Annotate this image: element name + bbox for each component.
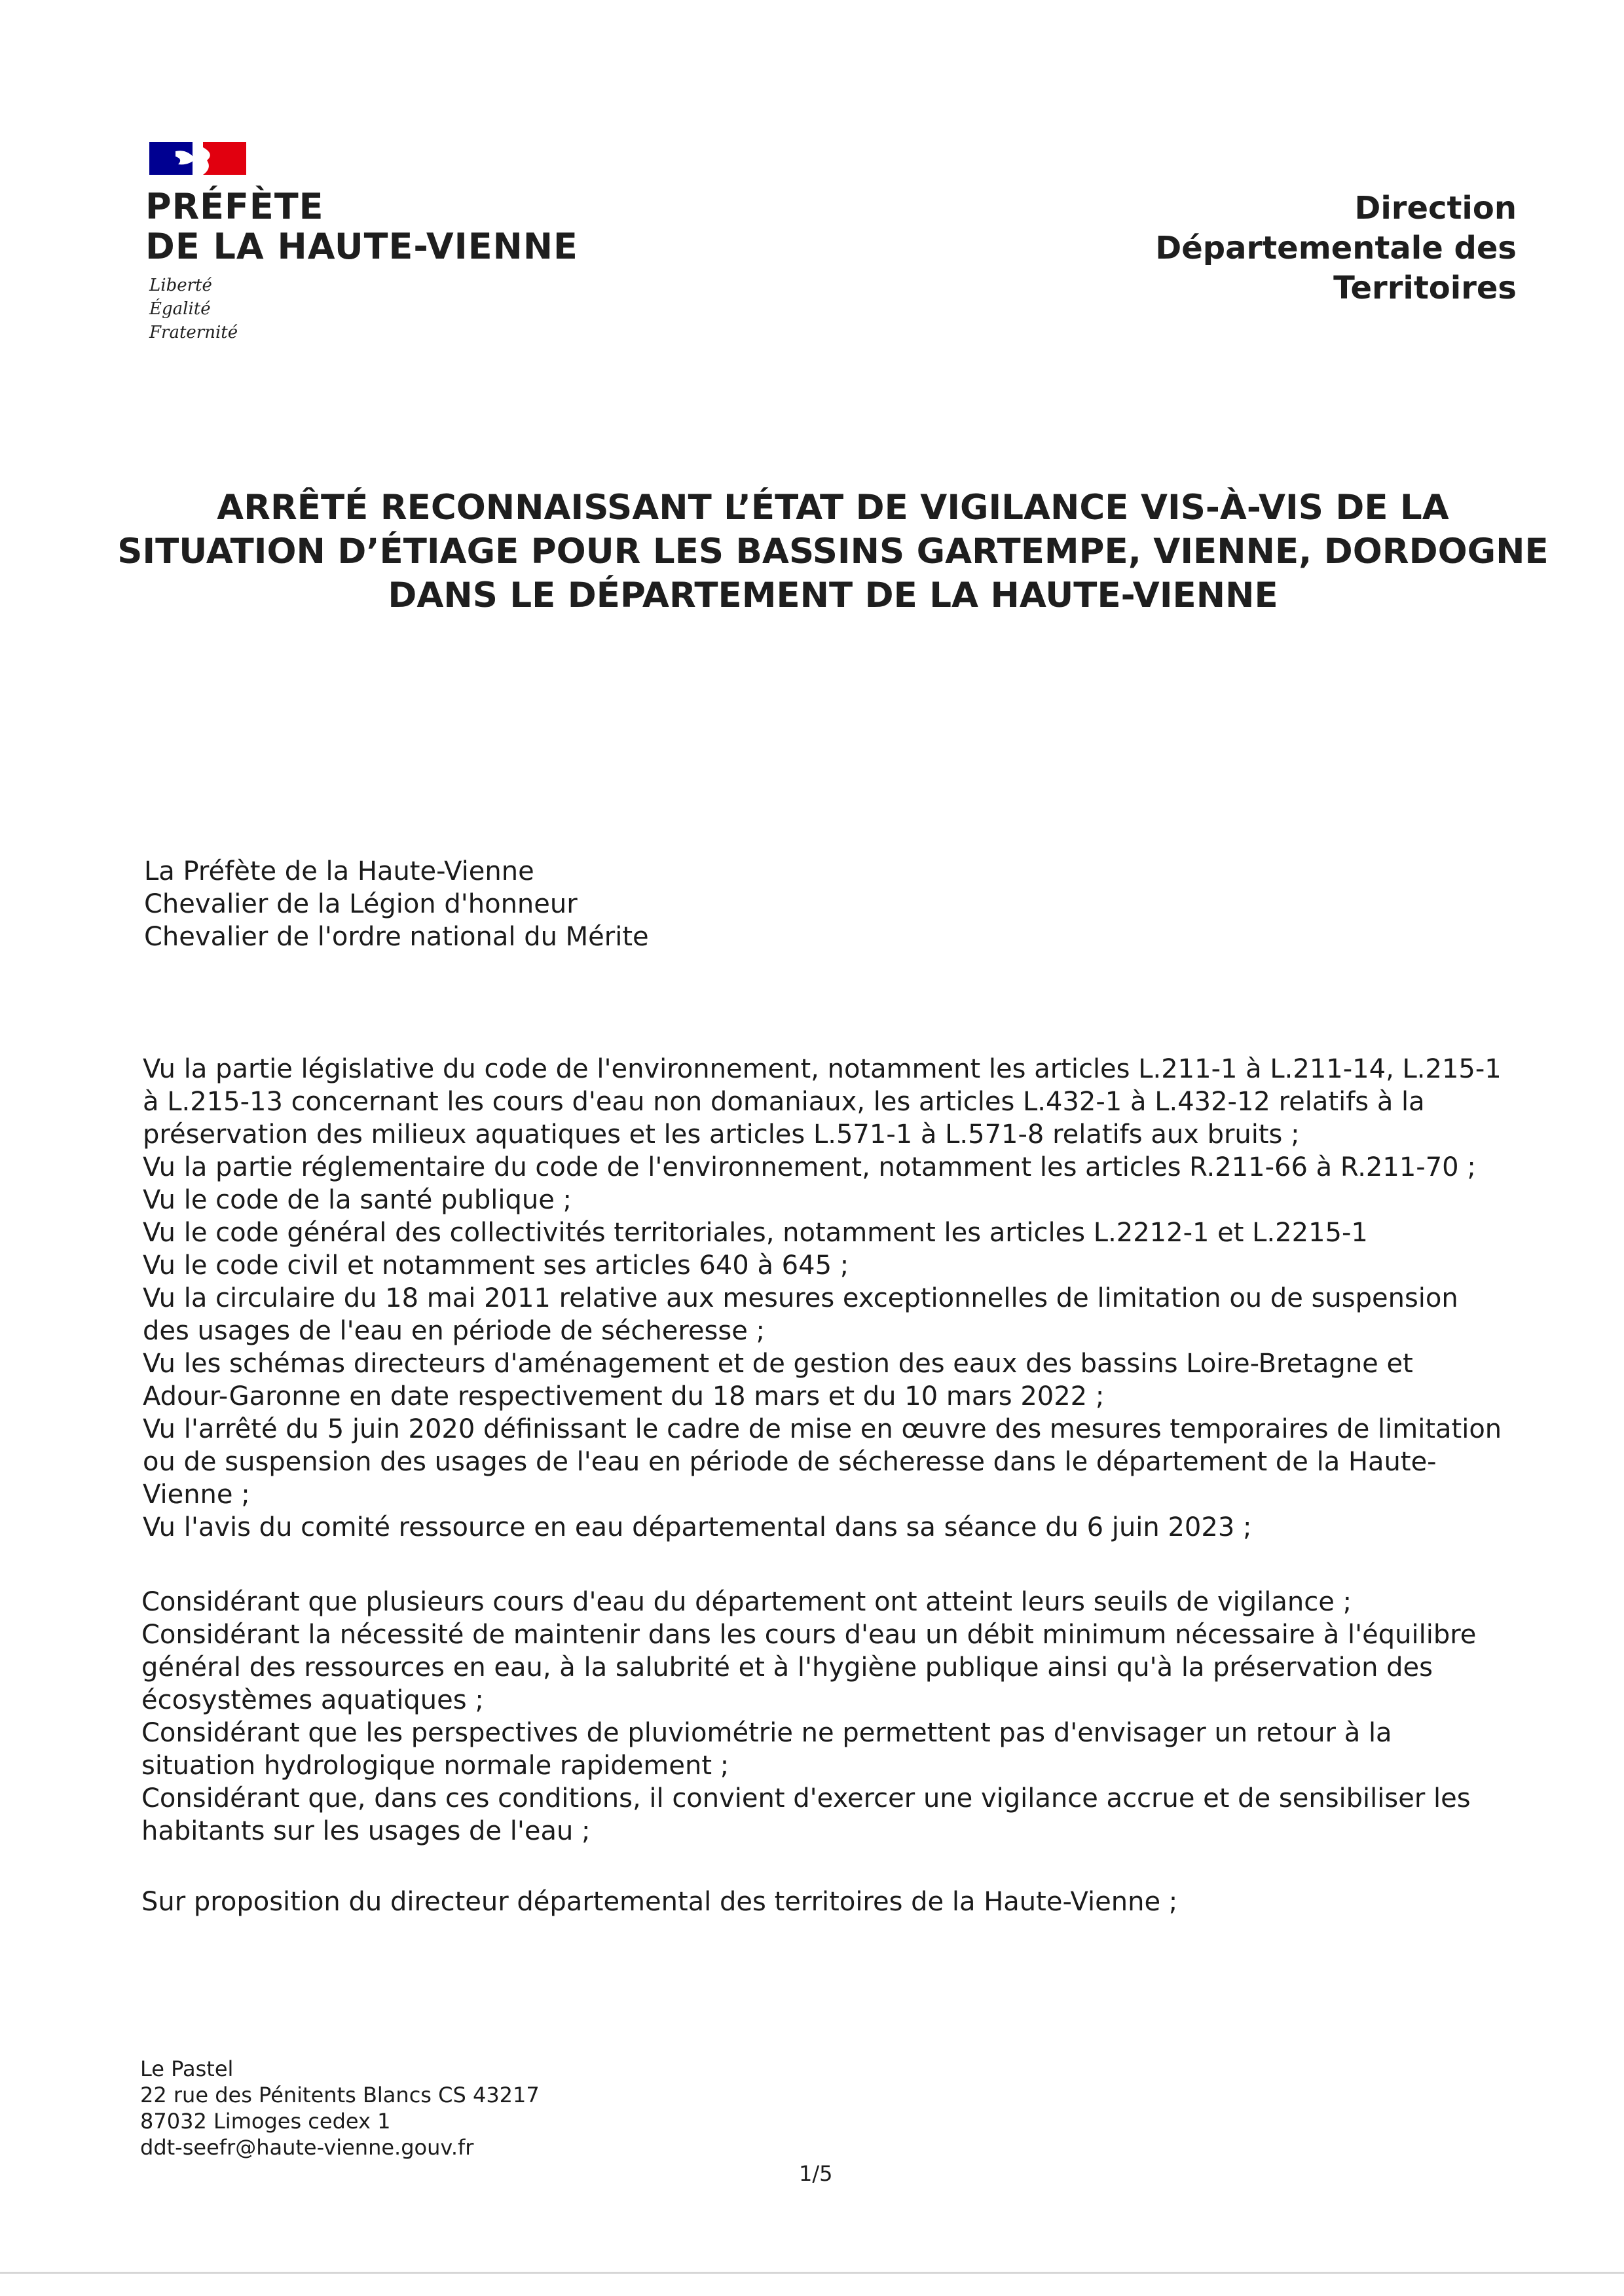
decree-title bbox=[105, 486, 1561, 617]
direction-line-1: Direction bbox=[1354, 190, 1517, 227]
direction-line-3: Territoires bbox=[1333, 270, 1517, 306]
authority-line-1: La Préfète de la Haute-Vienne bbox=[144, 856, 534, 886]
title-line-1: ARRÊTÉ RECONNAISSANT L’ÉTAT DE VIGILANCE VIS-À-VIS DE LA bbox=[217, 488, 1449, 528]
considerant-item: Considérant que plusieurs cours d'eau du département ont atteint leurs seuils de vigilance ; bbox=[141, 1587, 1352, 1617]
direction-name bbox=[1155, 189, 1517, 308]
authority-line-3: Chevalier de l'ordre national du Mérite bbox=[144, 922, 649, 952]
title-line-3: DANS LE DÉPARTEMENT DE LA HAUTE-VIENNE bbox=[388, 575, 1278, 615]
visa-item: Vu le code général des collectivités territoriales, notamment les articles L.2212-1 et L.2215-1 bbox=[143, 1218, 1368, 1248]
motto-liberte: Liberté bbox=[149, 276, 212, 295]
prefecture-line-2: DE LA HAUTE-VIENNE bbox=[145, 226, 578, 267]
considerant-item: Considérant que, dans ces conditions, il convient d'exercer une vigilance accrue et de sensibiliser les habitants sur les usages de l'eau ; bbox=[141, 1783, 1471, 1846]
considerant-item: Considérant que les perspectives de pluviométrie ne permettent pas d'envisager un retour à la situation hydrologique normale rapidement ; bbox=[141, 1718, 1392, 1781]
footer-email[interactable]: ddt-seefr@haute-vienne.gouv.fr bbox=[140, 2135, 474, 2160]
marianne-logo bbox=[149, 139, 246, 177]
visas-block bbox=[143, 1053, 1505, 1544]
republic-motto bbox=[149, 274, 238, 344]
marianne-red-band bbox=[203, 142, 246, 175]
visa-item: Vu la partie législative du code de l'environnement, notamment les articles L.211-1 à L.211-14, L.215-1 à L.215-13 concernant les cours d'eau non domaniaux, les articles L.432-1 à L.432-12 relatifs à la préservation des milieux aquatiques et les articles L.571-1 à L.571-8 relatifs aux bruits ; bbox=[143, 1054, 1502, 1150]
footer-street: 22 rue des Pénitents Blancs CS 43217 bbox=[140, 2083, 540, 2107]
authority-line-2: Chevalier de la Légion d'honneur bbox=[144, 889, 578, 919]
address-footer bbox=[140, 2056, 540, 2160]
proposition-line: Sur proposition du directeur départemental des territoires de la Haute-Vienne ; bbox=[141, 1887, 1178, 1917]
considerants-block bbox=[141, 1586, 1510, 1848]
page-number: 1/5 bbox=[799, 2161, 833, 2186]
title-line-2: SITUATION D’ÉTIAGE POUR LES BASSINS GARTEMPE, VIENNE, DORDOGNE bbox=[117, 532, 1549, 572]
prefecture-name bbox=[145, 187, 578, 266]
motto-fraternite: Fraternité bbox=[149, 323, 238, 342]
prefecture-line-1: PRÉFÈTE bbox=[145, 186, 324, 227]
considerant-item: Considérant la nécessité de maintenir dans les cours d'eau un débit minimum nécessaire à l'équilibre général des ressources en eau, à la salubrité et à l'hygiène publique ainsi qu'à la préservation des écosystèmes aquatiques ; bbox=[141, 1620, 1477, 1715]
footer-city: 87032 Limoges cedex 1 bbox=[140, 2109, 391, 2134]
visa-item: Vu l'arrêté du 5 juin 2020 définissant le cadre de mise en œuvre des mesures temporaires de limitation ou de suspension des usages de l'eau en période de sécheresse dans le département de la Haute-Vienne ; bbox=[143, 1414, 1502, 1510]
footer-building: Le Pastel bbox=[140, 2056, 234, 2081]
scan-edge-divider bbox=[0, 2272, 1624, 2274]
direction-line-2: Départementale des bbox=[1155, 230, 1517, 266]
motto-egalite: Égalité bbox=[149, 299, 211, 319]
visa-item: Vu l'avis du comité ressource en eau départemental dans sa séance du 6 juin 2023 ; bbox=[143, 1512, 1252, 1542]
visa-item: Vu le code de la santé publique ; bbox=[143, 1185, 572, 1215]
visa-item: Vu les schémas directeurs d'aménagement et de gestion des eaux des bassins Loire-Bretagne et Adour-Garonne en date respectivement du 18 mars et du 10 mars 2022 ; bbox=[143, 1349, 1413, 1412]
visa-item: Vu la partie réglementaire du code de l'environnement, notamment les articles R.211-66 à R.211-70 ; bbox=[143, 1152, 1476, 1182]
visa-item: Vu la circulaire du 18 mai 2011 relative aux mesures exceptionnelles de limitation ou de suspension des usages de l'eau en période de sécheresse ; bbox=[143, 1283, 1458, 1346]
visa-item: Vu le code civil et notamment ses articles 640 à 645 ; bbox=[143, 1250, 849, 1281]
authority-block bbox=[144, 855, 649, 953]
